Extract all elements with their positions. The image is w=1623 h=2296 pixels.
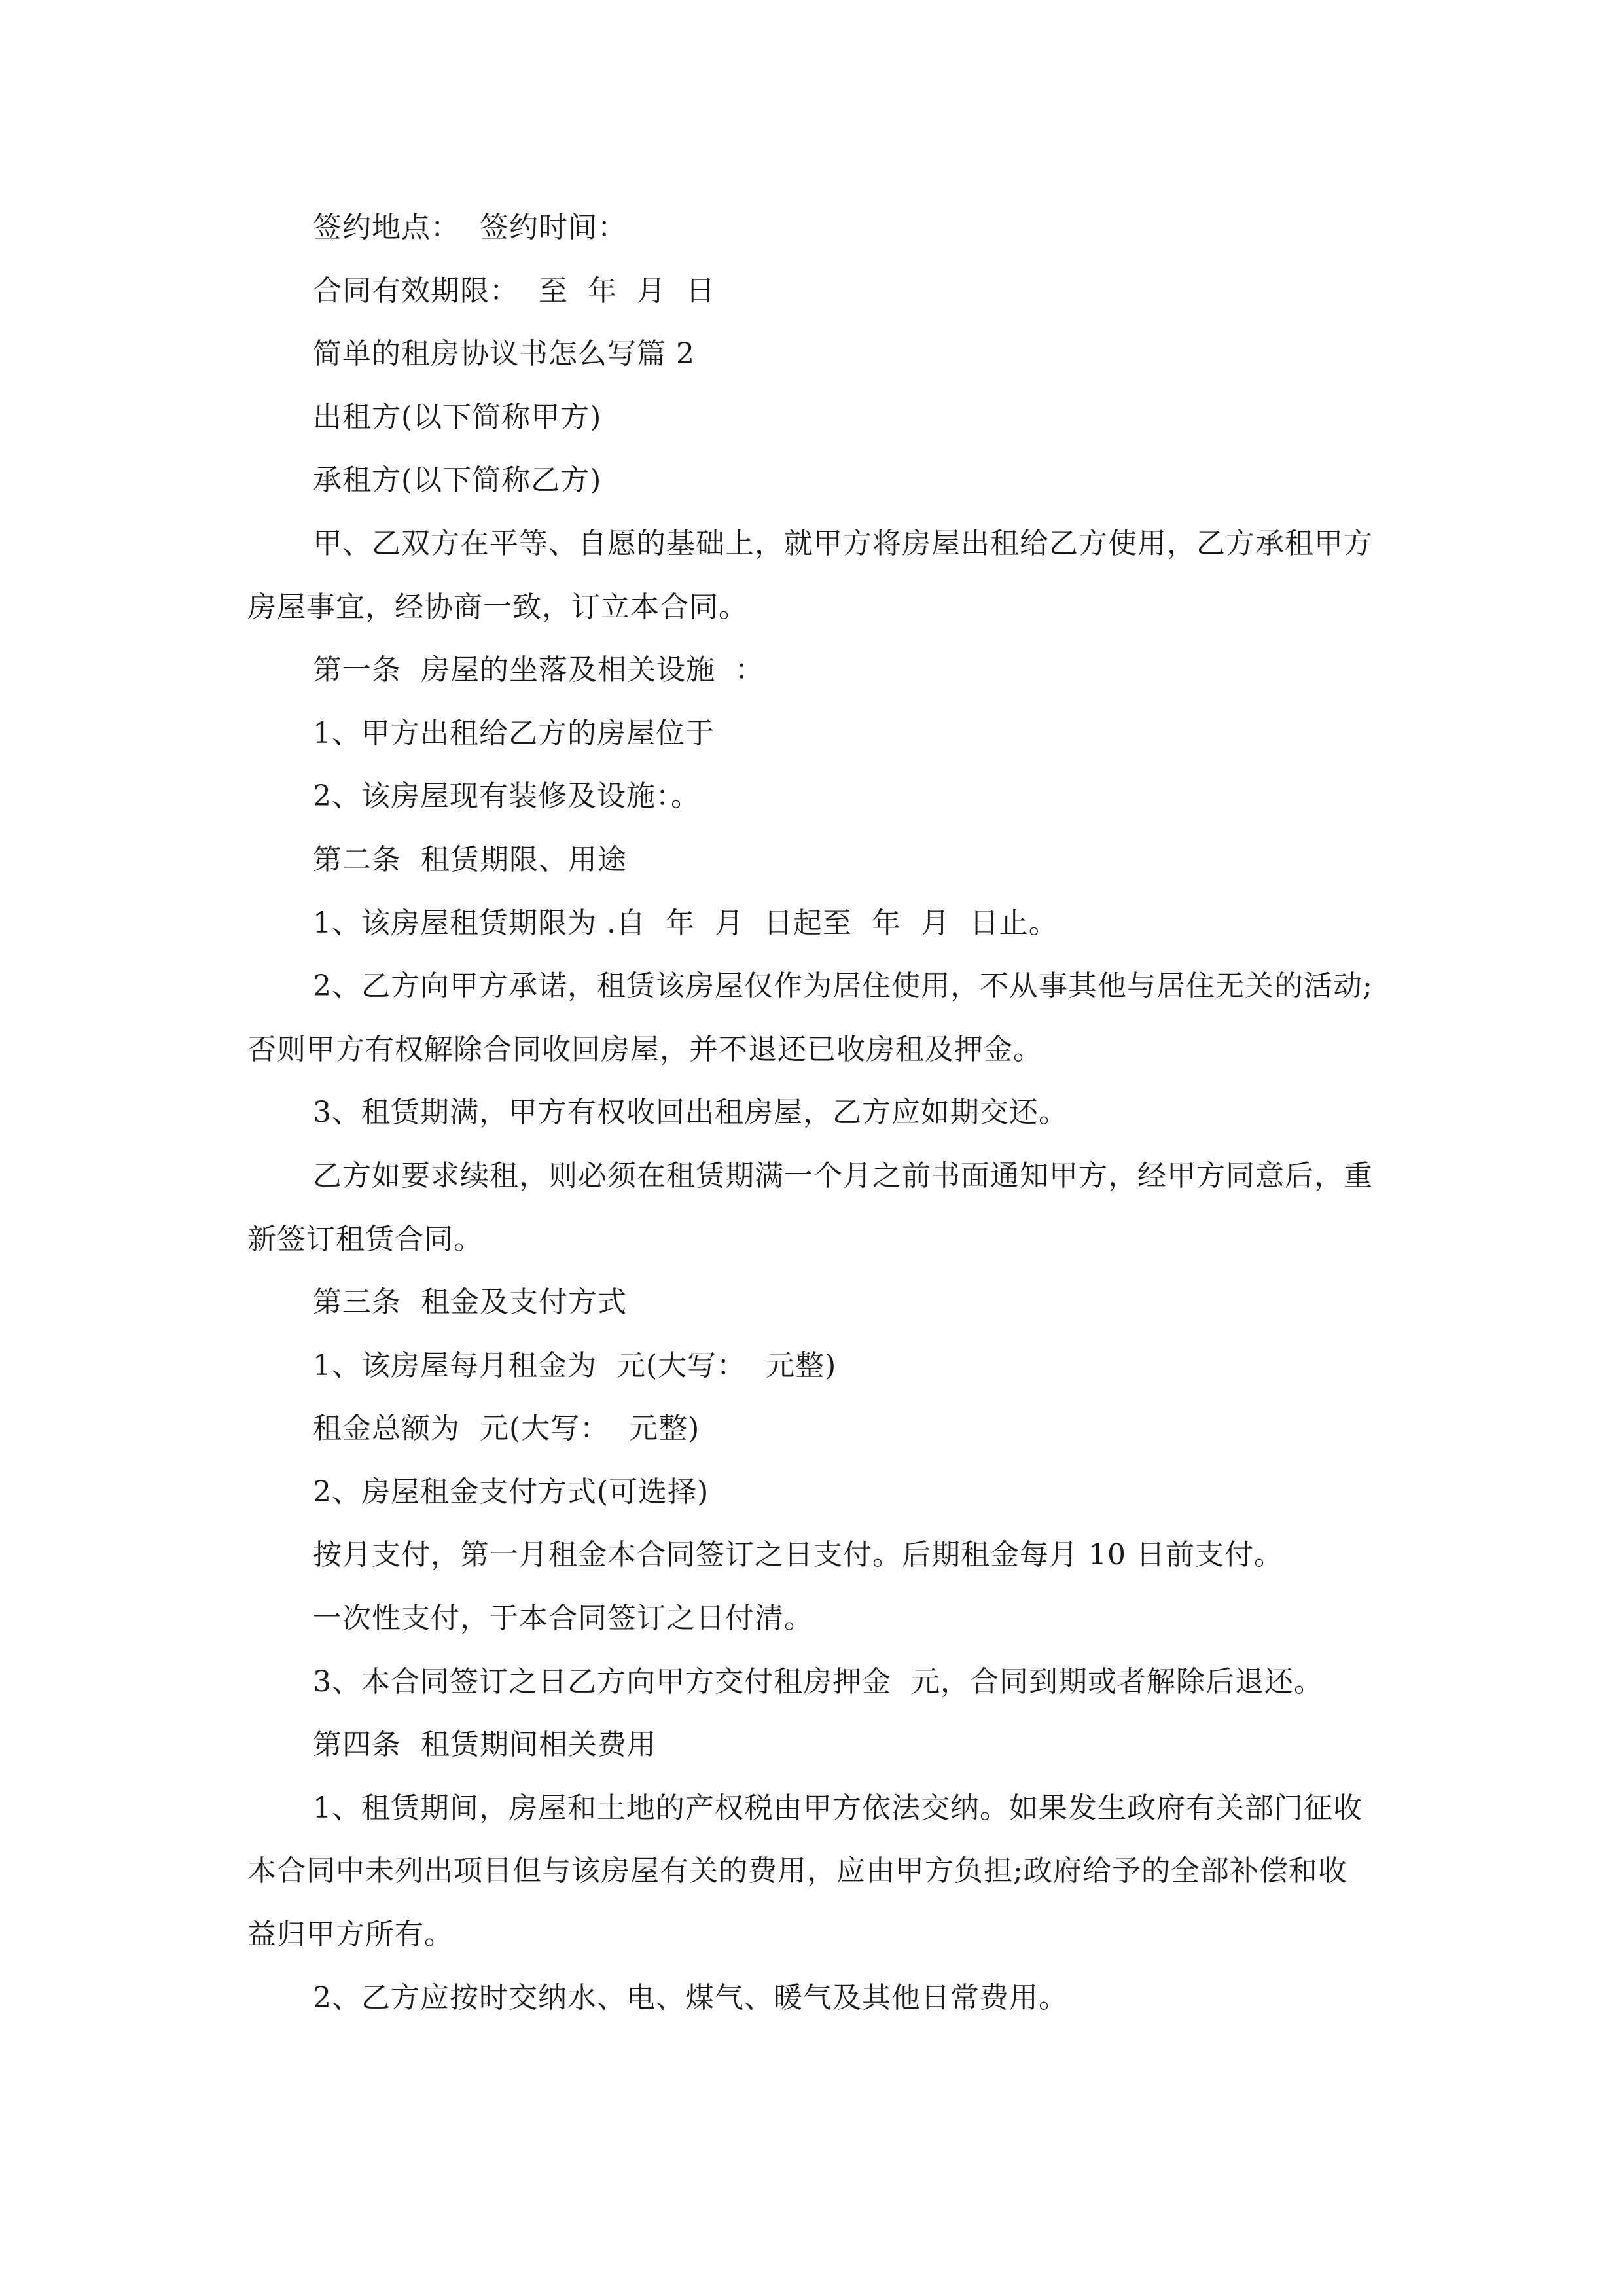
document-body: [247, 196, 1373, 2030]
lump-sum-payment-option: 一次性支付，于本合同签订之日付清。: [313, 1602, 813, 1636]
article-1-item-2: 2、该房屋现有装修及设施：。: [313, 780, 700, 814]
article-3-heading: 第三条 租金及支付方式: [313, 1285, 627, 1319]
renewal-paragraph: 乙方如要求续租，则必须在租赁期满一个月之前书面通知甲方，经甲方同意后，重新签订租赁合同。: [247, 1158, 1373, 1256]
lessee-line: 承租方(以下简称乙方): [313, 463, 602, 497]
contract-validity-line: 合同有效期限： 至 年 月 日: [313, 274, 715, 308]
preamble-paragraph: 甲、乙双方在平等、自愿的基础上，就甲方将房屋出租给乙方使用，乙方承租甲方房屋事宜，经协商一致，订立本合同。: [247, 526, 1373, 624]
article-3-item-3: 3、本合同签订之日乙方向甲方交付租房押金 元，合同到期或者解除后退还。: [313, 1664, 1323, 1698]
article-3-item-2: 2、房屋租金支付方式(可选择): [313, 1475, 709, 1509]
article-4-item-2: 2、乙方应按时交纳水、电、煤气、暖气及其他日常费用。: [313, 1981, 1068, 2015]
rent-total-line: 租金总额为 元(大写： 元整): [313, 1412, 700, 1446]
article-1-heading: 第一条 房屋的坐落及相关设施 ：: [313, 653, 764, 687]
article-2-item-3: 3、租赁期满，甲方有权收回出租房屋，乙方应如期交还。: [313, 1096, 1068, 1130]
article-2-heading: 第二条 租赁期限、用途: [313, 842, 627, 876]
lessor-line: 出租方(以下简称甲方): [313, 400, 602, 434]
signing-place-time-line: 签约地点： 签约时间：: [313, 211, 627, 244]
article-4-heading: 第四条 租赁期间相关费用: [313, 1728, 656, 1762]
section-title: 简单的租房协议书怎么写篇 2: [313, 337, 695, 371]
article-1-item-1: 1、甲方出租给乙方的房屋位于: [313, 716, 715, 750]
article-4-item-1: 1、租赁期间，房屋和土地的产权税由甲方依法交纳。如果发生政府有关部门征收本合同中未列出项目但与该房屋有关的费用，应由甲方负担;政府给予的全部补偿和收益归甲方所有。: [247, 1791, 1363, 1952]
article-2-item-1: 1、该房屋租赁期限为 .自 年 月 日起至 年 月 日止。: [313, 906, 1058, 940]
article-2-item-2: 2、乙方向甲方承诺，租赁该房屋仅作为居住使用，不从事其他与居住无关的活动;否则甲方有权解除合同收回房屋，并不退还已收房租及押金。: [247, 969, 1373, 1066]
article-3-item-1: 1、该房屋每月租金为 元(大写： 元整): [313, 1348, 837, 1382]
monthly-payment-option: 按月支付，第一月租金本合同签订之日支付。后期租金每月 10 日前支付。: [313, 1538, 1283, 1572]
